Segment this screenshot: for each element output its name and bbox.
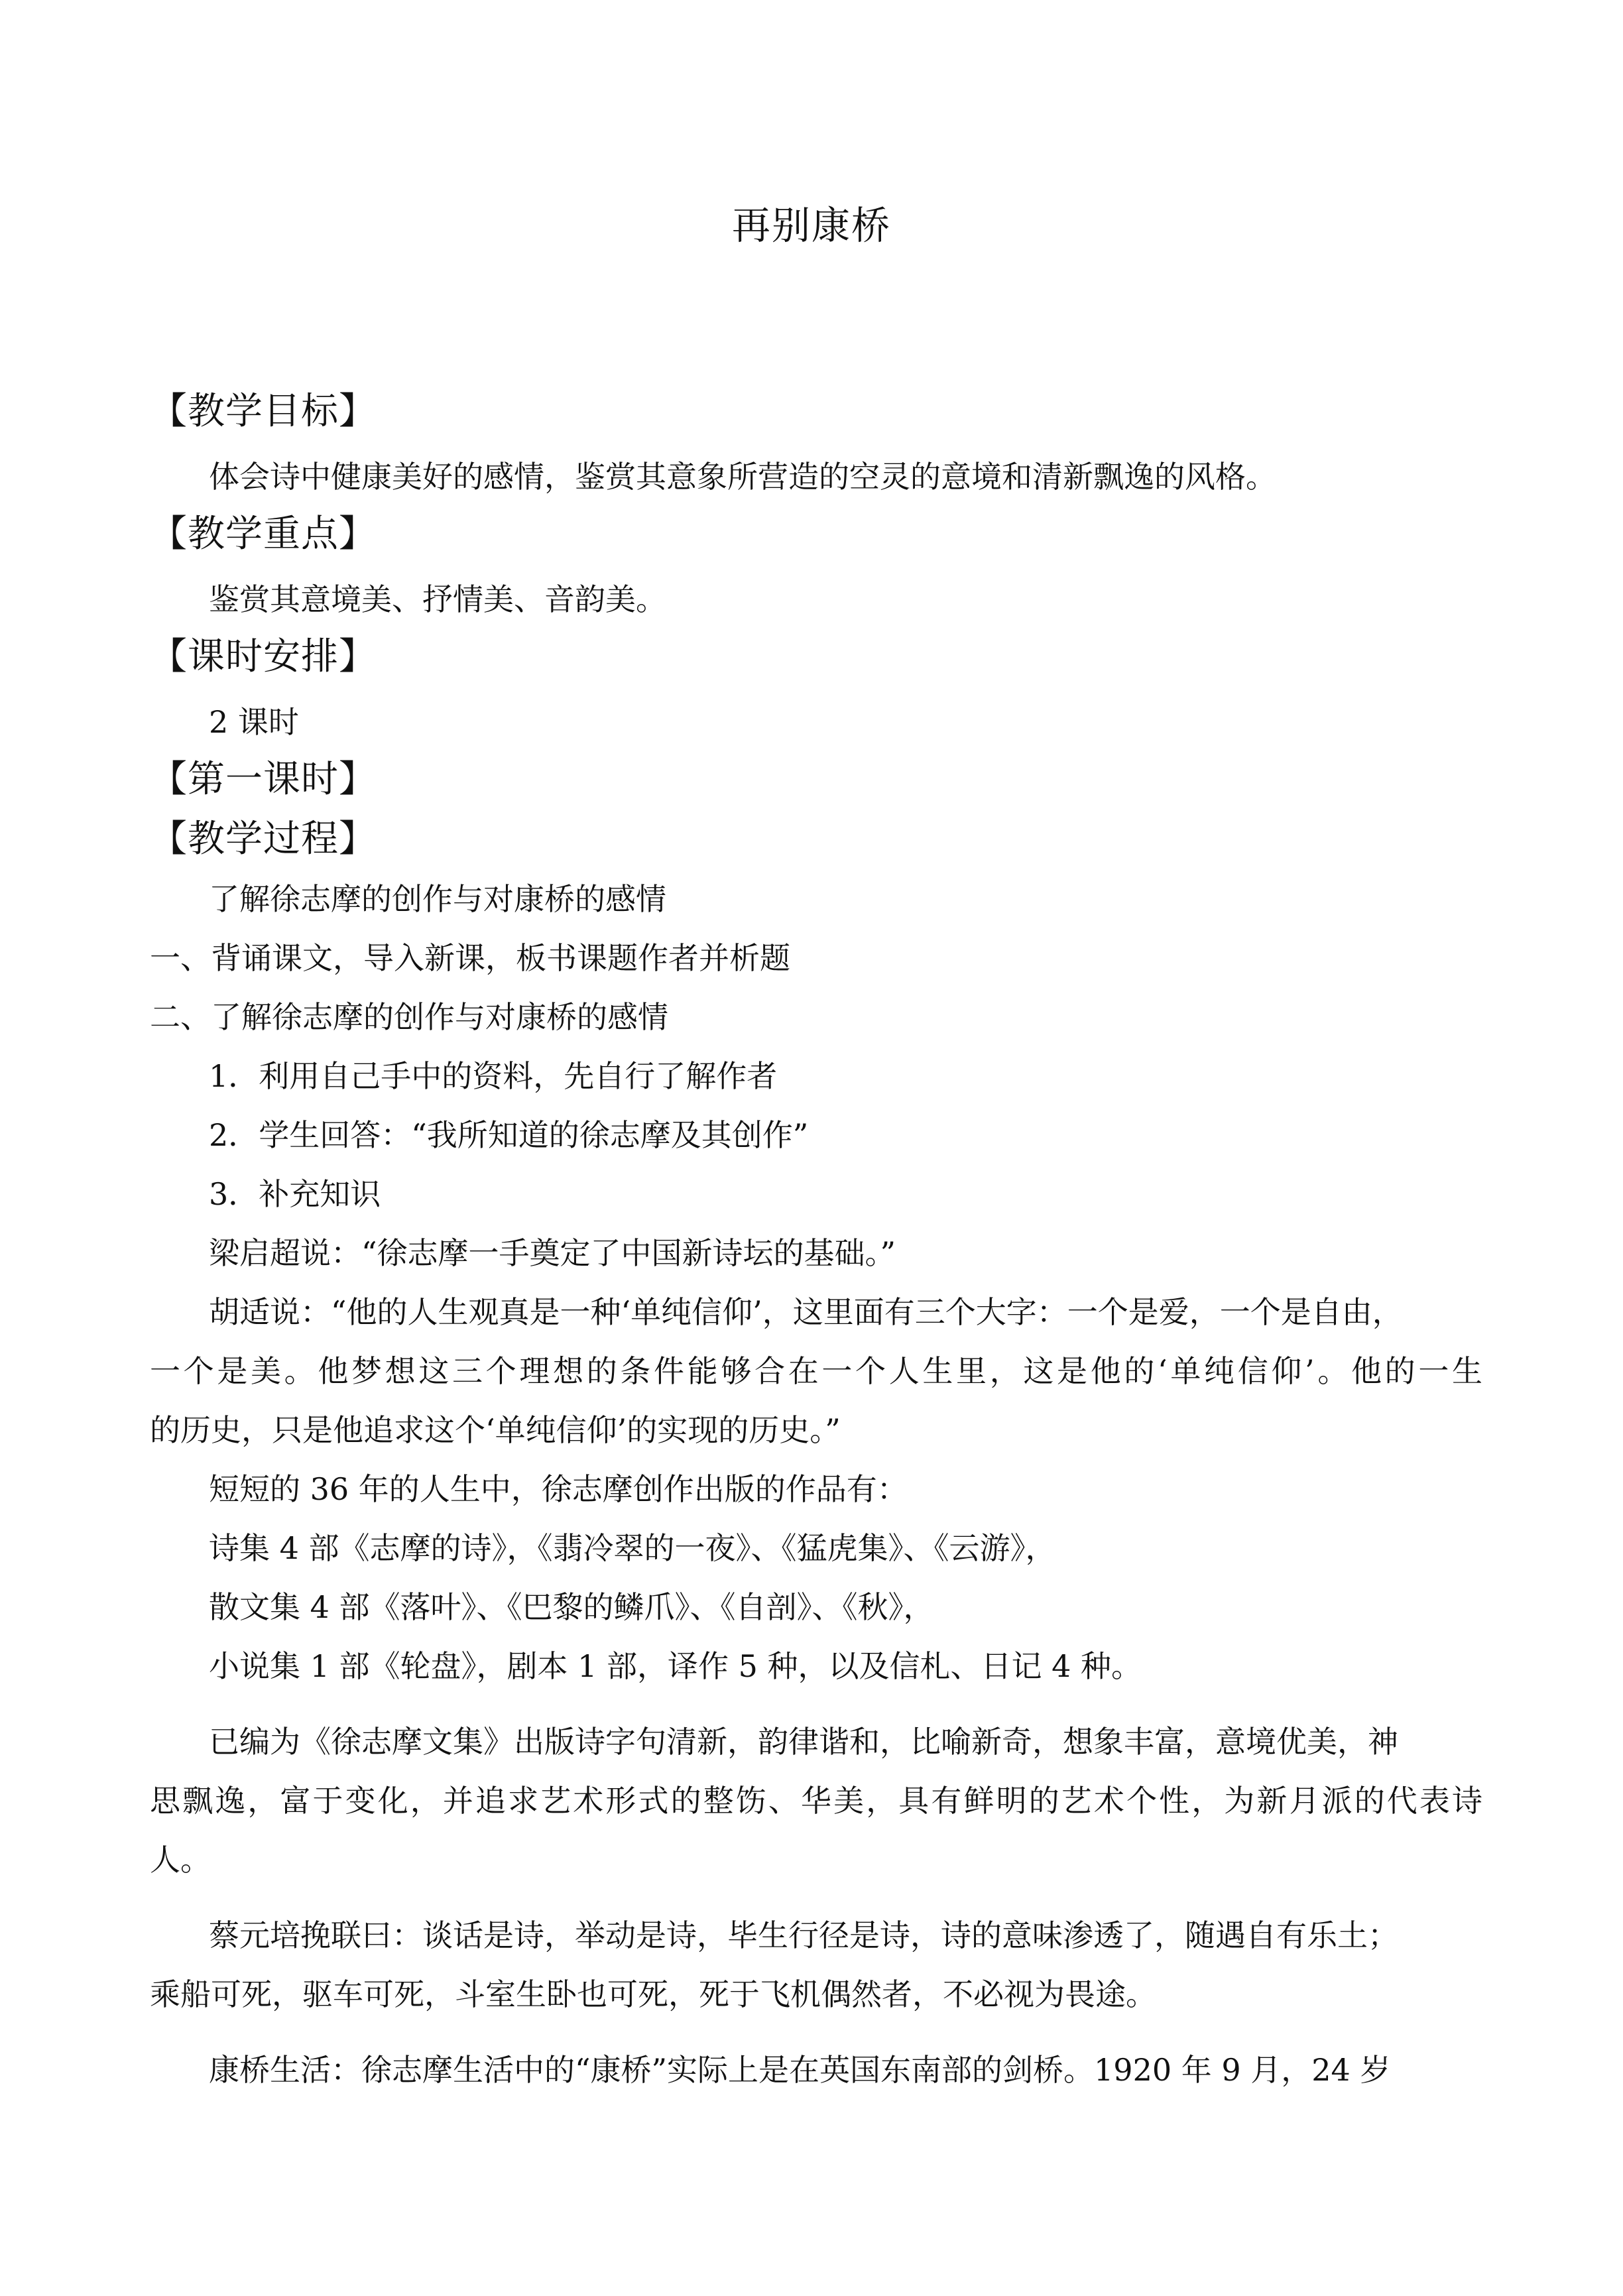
heading-class-schedule: 【课时安排】 bbox=[150, 635, 377, 678]
body-line: 胡适说：“他的人生观真是一种‘单纯信仰’，这里面有三个大字：一个是爱，一个是自由， bbox=[209, 1294, 1403, 1330]
heading-teaching-goals: 【教学目标】 bbox=[150, 390, 377, 433]
body-line: 小说集 1 部《轮盘》，剧本 1 部，译作 5 种，以及信札、日记 4 种。 bbox=[209, 1648, 1142, 1684]
body-line: 梁启超说：“徐志摩一手奠定了中国新诗坛的基础。” bbox=[209, 1235, 896, 1271]
body-line: 乘船可死，驱车可死，斗室生卧也可死，死于飞机偶然者，不必视为畏途。 bbox=[150, 1976, 1156, 2012]
paragraph-teaching-goals: 体会诗中健康美好的感情，鉴赏其意象所营造的空灵的意境和清新飘逸的风格。 bbox=[209, 459, 1276, 495]
paragraph-class-schedule: 2 课时 bbox=[209, 704, 299, 740]
body-line: 1．利用自己手中的资料，先自行了解作者 bbox=[209, 1058, 778, 1094]
body-line: 已编为《徐志摩文集》出版诗字句清新，韵律谐和，比喻新奇，想象丰富，意境优美，神 bbox=[209, 1724, 1398, 1760]
body-line: 了解徐志摩的创作与对康桥的感情 bbox=[209, 881, 666, 917]
body-line: 一、背诵课文，导入新课，板书课题作者并析题 bbox=[150, 940, 790, 976]
body-line: 思飘逸，富于变化，并追求艺术形式的整饬、华美，具有鲜明的艺术个性，为新月派的代表诗 bbox=[150, 1783, 1482, 1819]
heading-teaching-process: 【教学过程】 bbox=[150, 817, 377, 861]
body-line: 2．学生回答：“我所知道的徐志摩及其创作” bbox=[209, 1117, 809, 1153]
body-line: 康桥生活：徐志摩生活中的“康桥”实际上是在英国东南部的剑桥。1920 年 9 月，24 岁 bbox=[209, 2052, 1391, 2088]
body-line: 3．补充知识 bbox=[209, 1176, 381, 1212]
body-line: 蔡元培挽联曰：谈话是诗，举动是诗，毕生行径是诗，诗的意味渗透了，随遇自有乐土； bbox=[209, 1917, 1398, 1953]
body-line: 短短的 36 年的人生中，徐志摩创作出版的作品有： bbox=[209, 1471, 908, 1507]
body-line: 二、了解徐志摩的创作与对康桥的感情 bbox=[150, 999, 668, 1035]
body-line: 的历史，只是他追求这个‘单纯信仰’的实现的历史。” bbox=[150, 1412, 841, 1448]
body-line: 散文集 4 部《落叶》、《巴黎的鳞爪》、《自剖》、《秋》， bbox=[209, 1589, 934, 1625]
body-line: 人。 bbox=[150, 1842, 211, 1878]
heading-teaching-focus: 【教学重点】 bbox=[150, 513, 377, 556]
heading-first-lesson: 【第一课时】 bbox=[150, 758, 377, 801]
paragraph-teaching-focus: 鉴赏其意境美、抒情美、音韵美。 bbox=[209, 581, 666, 617]
body-line: 诗集 4 部《志摩的诗》，《翡冷翠的一夜》、《猛虎集》、《云游》， bbox=[209, 1530, 1056, 1566]
body-line: 一个是美。他梦想这三个理想的条件能够合在一个人生里，这是他的‘单纯信仰’。他的一生 bbox=[150, 1353, 1482, 1389]
page-title: 再别康桥 bbox=[731, 203, 891, 248]
